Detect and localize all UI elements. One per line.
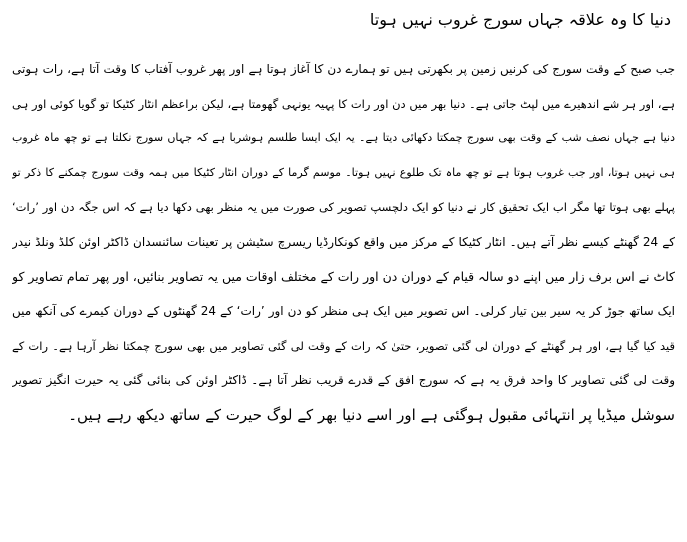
body-line: جب صبح کے وقت سورج کی کرنیں زمین پر بکھرتی ہیں تو ہمارے دن کا آغاز ہوتا ہے اور پھر غروب آفتاب کا وقت آتا ہے، رات ہوتی	[12, 62, 675, 76]
body-line-last: سوشل میڈیا پر انتہائی مقبول ہوگئی ہے اور اسے دنیا بھر کے لوگ حیرت کے ساتھ دیکھ رہے ہیں۔	[68, 405, 675, 424]
body-line: وقت لی گئی تصاویر کا واحد فرق یہ ہے کہ سورج افق کے قدرے قریب نظر آتا ہے۔ ڈاکٹر اوئن کی بنائی گئی یہ حیرت انگیز تصویر	[12, 373, 675, 388]
article-body	[12, 52, 675, 433]
title-spacer	[12, 32, 675, 52]
article-title: دنیا کا وہ علاقہ جہاں سورج غروب نہیں ہوتا	[369, 10, 671, 29]
body-line: ایک ساتھ جوڑ کر یہ سیر بین تیار کرلی۔ اس تصویر میں ایک ہی منظر کو دن اور ’رات‘ کے 24 گھنٹوں کے دوران کیمرے کی آنکھ میں	[12, 304, 675, 319]
body-line: ہی نہیں ہوتا، اور جب غروب ہوتا ہے تو چھ ماہ تک طلوع نہیں ہوتا۔ موسم گرما کے دوران انٹار کٹیکا میں ہمہ وقت سورج چمکنے کا ذکر تو	[12, 165, 675, 179]
body-line: ہے، اور ہر شے اندھیرے میں لپٹ جاتی ہے۔ دنیا بھر میں دن اور رات کا پہیہ یونہی گھومتا ہے، لیکن براعظم انٹار کٹیکا تو گویا کوئی اور ہی	[12, 96, 675, 111]
body-line: قید کیا گیا ہے، اور ہر گھنٹے کے دوران لی گئی تصویر، حتیٰ کہ رات کے وقت لی گئی تصاویر میں بھی سورج چمکتا نظر آرہا ہے۔ رات کے	[12, 338, 675, 353]
body-line: کے 24 گھنٹے کیسے نظر آتے ہیں۔ انٹار کٹیکا کے مرکز میں واقع کونکارڈیا ریسرچ سٹیشن پر تعینات سائنسدان ڈاکٹر اوئن کلڈ ونلڈ نیدر	[12, 234, 675, 249]
body-line: کاٹ نے اس برف زار میں اپنے دو سالہ قیام کے دوران دن اور رات کے مختلف اوقات میں یہ تصاویر بنائیں، اور پھر تمام تصاویر کو	[12, 268, 675, 284]
body-line: دنیا ہے جہاں نصف شب کے وقت بھی سورج چمکتا دکھائی دیتا ہے۔ یہ ایک ایسا طلسم ہوشربا ہے کہ جہاں سورج نکلتا ہے تو چھ ماہ غروب	[12, 131, 675, 145]
body-line: پہلے بھی ہوتا تھا مگر اب ایک تحقیق کار نے دنیا کو ایک دلچسپ تصویر کی صورت میں یہ منظر بھی دکھا دیا ہے کہ اس جگہ دن اور ’رات‘	[12, 200, 675, 215]
